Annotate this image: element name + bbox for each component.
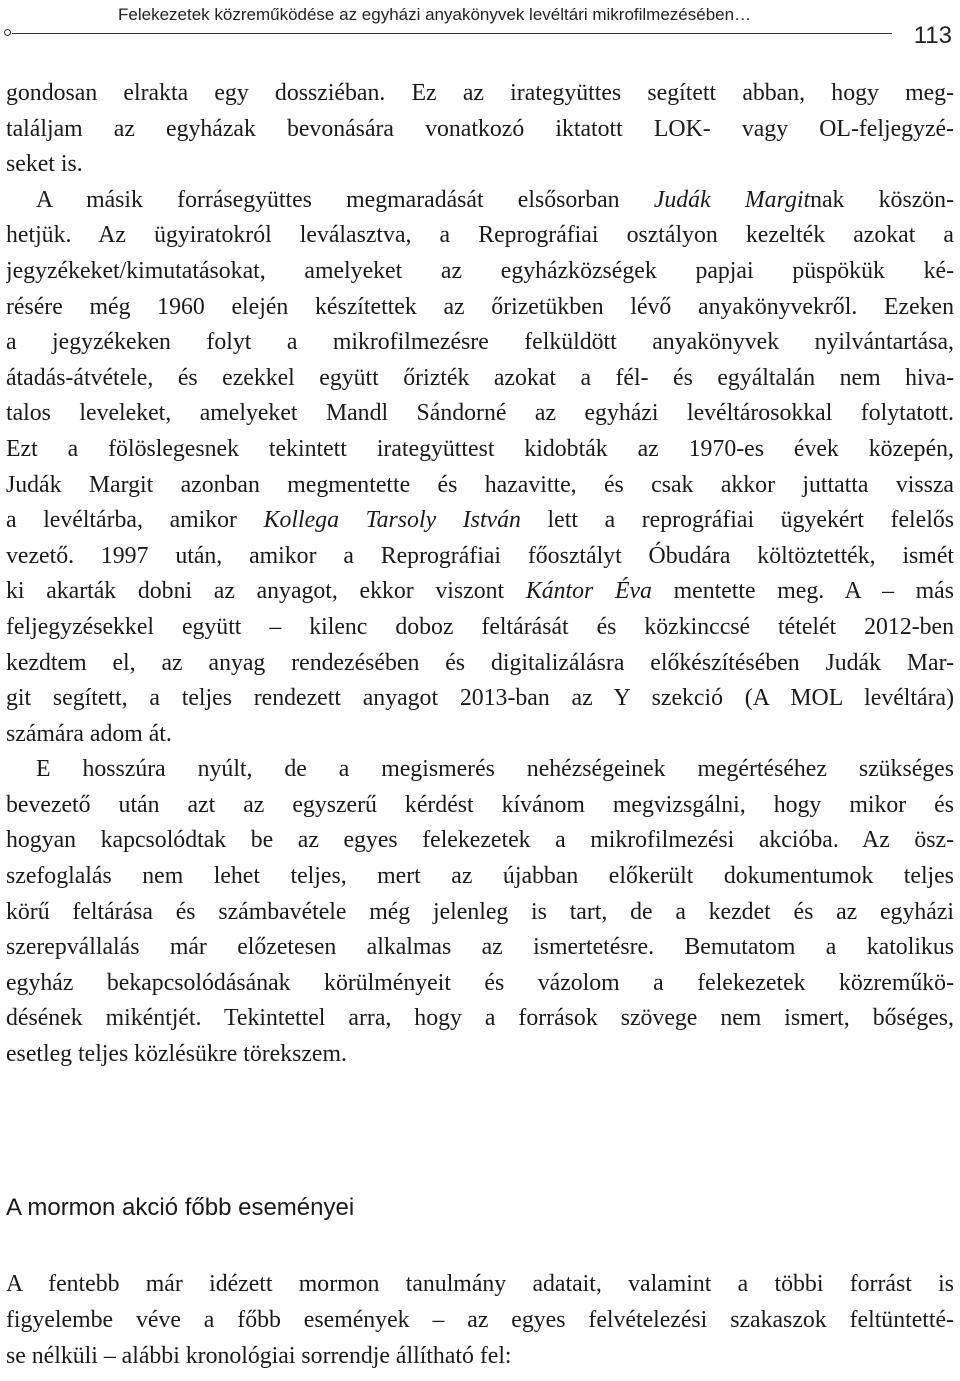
text-line: Judák Margit azonban megmentette és hazavitte, és csak akkor juttatta vissza (6, 471, 954, 498)
header-rule (12, 33, 892, 34)
text-line: résére még 1960 elején készítettek az őrizetükben lévő anyakönyvekről. Ezeken (6, 293, 954, 320)
section-body-text (6, 1266, 954, 1374)
person-name: Kollega Tarsoly István (263, 507, 521, 534)
text-line: ki akarták dobni az anyagot, ekkor viszont Kántor Éva mentette meg. A – más (6, 578, 954, 605)
person-name: Kántor Éva (525, 578, 652, 605)
text-line: se nélküli – alábbi kronológiai sorrendje állítható fel: (6, 1343, 512, 1369)
page-number: 113 (913, 22, 952, 49)
text-line: vezető. 1997 után, amikor a Reprográfiai főosztályt Óbudára költöztették, ismét (6, 542, 954, 569)
text-line: szerepvállalás már előzetesen alkalmas az ismertetésre. Bemutatom a katolikus (6, 934, 954, 961)
text-line: figyelembe véve a főbb események – az egyes felvételezési szakaszok feltüntetté- (6, 1307, 954, 1333)
section-heading: A mormon akció főbb eseményei (6, 1194, 355, 1221)
text-line: hetjük. Az ügyiratokról leválasztva, a Reprográfiai osztályon kezelték azokat a (6, 222, 954, 249)
text-line: találjam az egyházak bevonására vonatkozó iktatott LOK- vagy OL-feljegyzé- (6, 115, 954, 142)
text-line: egyház bekapcsolódásának körülményeit és vázolom a felekezetek közreműkö- (6, 969, 954, 996)
text-line: seket is. (6, 151, 83, 178)
header-rule-ornament (4, 29, 11, 36)
text-line: kezdtem el, az anyag rendezésében és digitalizálásra előkészítésében Judák Mar- (6, 649, 954, 676)
person-name: Judák Margit (653, 186, 811, 213)
text-line: talos leveleket, amelyeket Mandl Sándorné az egyházi levéltárosokkal folytatott. (6, 400, 954, 427)
text-line: szefoglalás nem lehet teljes, mert az újabban előkerült dokumentumok teljes (6, 863, 954, 890)
text-line: a jegyzékeken folyt a mikrofilmezésre felküldött anyakönyvek nyilvántartása, (6, 329, 954, 356)
text-line: E hosszúra nyúlt, de a megismerés nehézségeinek megértéséhez szükséges (36, 756, 954, 783)
text-line: esetleg teljes közlésükre törekszem. (6, 1041, 347, 1068)
text-line: A fentebb már idézett mormon tanulmány adatait, valamint a többi forrást is (6, 1271, 954, 1297)
text-line: git segített, a teljes rendezett anyagot 2013-ban az Y szekció (A MOL levéltára) (6, 685, 954, 712)
text-line: A másik forrásegyüttes megmaradását elsősorban Judák Margitnak köszön- (36, 186, 954, 213)
text-line: számára adom át. (6, 720, 172, 747)
text-line: gondosan elrakta egy dossziéban. Ez az irategyüttes segített abban, hogy meg- (6, 80, 954, 106)
text-line: bevezető után azt az egyszerű kérdést kívánom megvizsgálni, hogy mikor és (6, 791, 954, 818)
running-header: Felekezetek közreműködése az egyházi anyakönyvek levéltári mikrofilmezésében… (118, 5, 752, 24)
text-line: a levéltárba, amikor Kollega Tarsoly István lett a reprográfiai ügyekért felelős (6, 507, 954, 534)
text-line: feljegyzésekkel együtt – kilenc doboz feltárását és közkinccsé tételét 2012-ben (6, 613, 954, 640)
text-line: körű feltárása és számbavétele még jelenleg is tart, de a kezdet és az egyházi (6, 898, 954, 925)
text-line: jegyzékeket/kimutatásokat, amelyeket az egyházközségek papjai püspökük ké- (6, 257, 954, 284)
text-line: désének mikéntjét. Tekintettel arra, hogy a források szövege nem ismert, bőséges, (6, 1005, 954, 1032)
body-text (6, 76, 954, 1073)
text-line: Ezt a fölöslegesnek tekintett irategyüttest kidobták az 1970-es évek közepén, (6, 435, 954, 462)
text-line: átadás-átvétele, és ezekkel együtt őrizték azokat a fél- és egyáltalán nem hiva- (6, 364, 954, 391)
text-line: hogyan kapcsolódtak be az egyes felekezetek a mikrofilmezési akcióba. Az ösz- (6, 827, 954, 854)
